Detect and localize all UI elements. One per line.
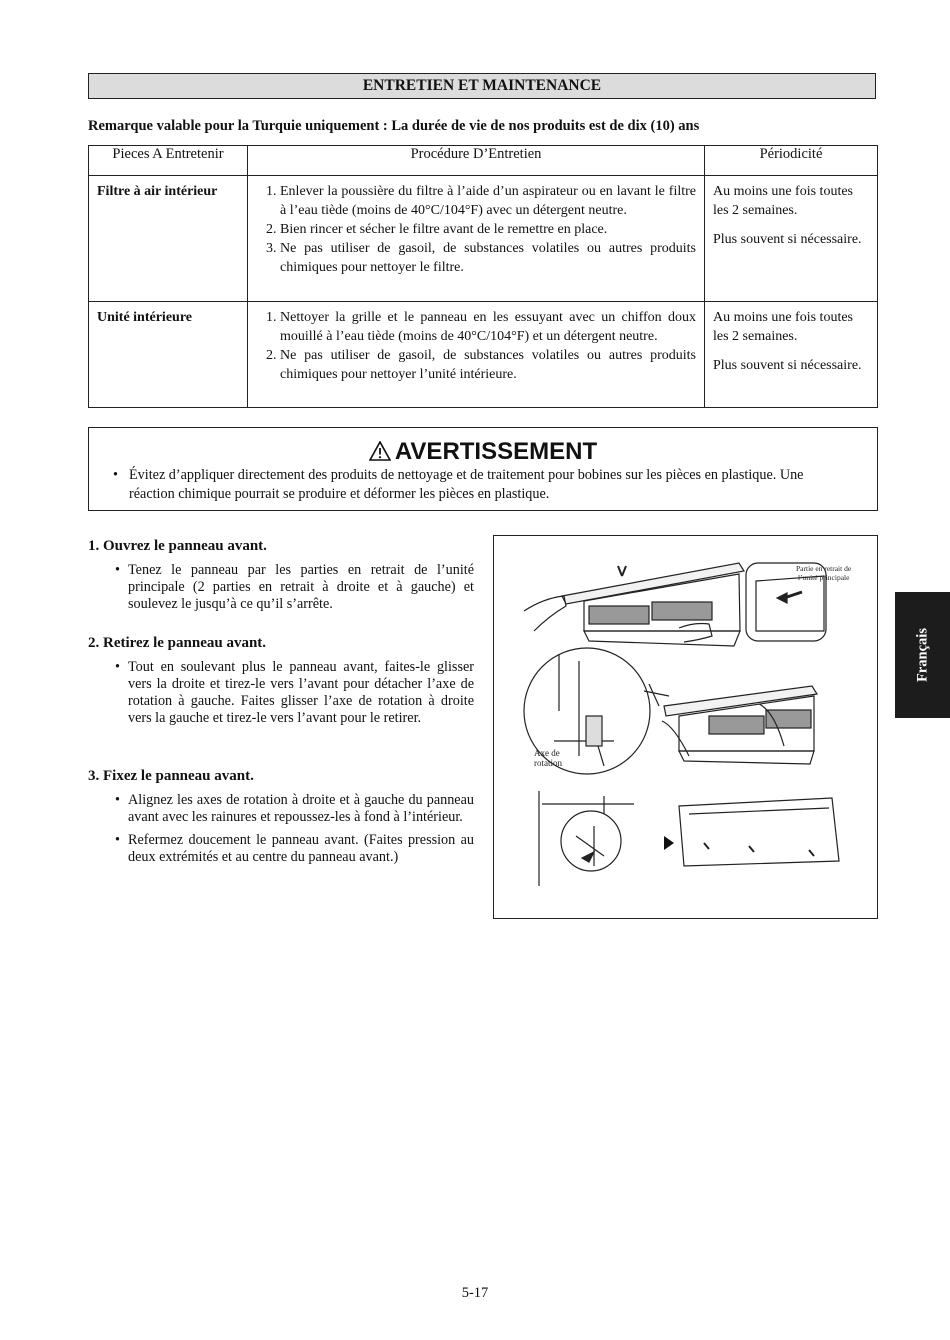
procedure-cell xyxy=(248,176,705,302)
part-cell: Filtre à air intérieur xyxy=(89,176,248,302)
step-section-attach xyxy=(88,768,474,872)
warning-text: Évitez d’appliquer directement des produits de nettoyage et de traitement pour bobines sur les pièces en plastique. Une réaction chimique pourrait se produire et déformer les pièces en plastique. xyxy=(129,467,804,502)
air-conditioner-illustration xyxy=(494,536,877,918)
label-axis-line2: rotation xyxy=(534,758,562,768)
table-row xyxy=(89,176,878,302)
warning-item xyxy=(113,466,817,504)
step-bullet: • Refermez doucement le panneau avant. (Faites pression au deux extrémités et au centre du panneau avant.) xyxy=(128,832,474,866)
table-row xyxy=(89,302,878,408)
step-heading: 2. Retirez le panneau avant. xyxy=(88,635,267,651)
step-heading: 1. Ouvrez le panneau avant. xyxy=(88,538,267,554)
period-text: Plus souvent si nécessaire. xyxy=(713,358,862,373)
step-bullet: • Tout en soulevant plus le panneau avant, faites-le glisser vers la droite et tirez-le vers l’avant pour détacher l’axe de rotation à gauche. Faites glisser l’axe de rotation à droite vers la gauche et tirez-le vers l’avant pour le retirer. xyxy=(128,659,474,727)
procedure-step: 1. Enlever la poussière du filtre à l’aide d’un aspirateur ou en lavant le filtre à l’eau tiède (moins de 40°C/104°F) avec un détergent neutre. xyxy=(280,182,696,220)
label-recess-line1: Partie en retrait de xyxy=(796,564,852,573)
panel-illustration xyxy=(493,535,878,919)
column-header-period: Périodicité xyxy=(705,146,878,176)
bullet-icon: • xyxy=(113,467,118,483)
scene-remove-panel xyxy=(524,648,817,774)
page-number: 5-17 xyxy=(461,1285,489,1301)
section-title-bar: ENTRETIEN ET MAINTENANCE xyxy=(88,73,876,99)
scene-open-panel xyxy=(524,563,826,646)
step-bullet: • Tenez le panneau par les parties en retrait de l’unité principale (2 parties en retrait à droite et à gauche) et soulevez le jusqu’à ce qu’il s’arrête. xyxy=(128,562,474,613)
period-text: Plus souvent si nécessaire. xyxy=(713,232,862,247)
step-bullet: • Alignez les axes de rotation à droite et à gauche du panneau avant avec les rainures et repoussez-les à fond à l’intérieur. xyxy=(128,792,474,826)
warning-title: AVERTISSEMENT xyxy=(394,438,598,465)
procedure-step: 2. Bien rincer et sécher le filtre avant de le remettre en place. xyxy=(280,220,696,239)
language-label: Français xyxy=(914,628,930,682)
period-cell xyxy=(705,302,878,408)
maintenance-table xyxy=(88,145,878,408)
next-step-arrow-icon xyxy=(664,836,674,850)
procedure-step: 2. Ne pas utiliser de gasoil, de substances volatiles ou autres produits chimiques pour nettoyer l’unité intérieure. xyxy=(280,346,696,384)
column-header-part: Pieces A Entretenir xyxy=(89,146,248,176)
procedure-cell xyxy=(248,302,705,408)
period-text: Au moins une fois toutes les 2 semaines. xyxy=(713,184,853,218)
step-section-open xyxy=(88,538,474,619)
column-header-procedure: Procédure D’Entretien xyxy=(248,146,705,176)
language-side-tab xyxy=(895,592,950,718)
period-text: Au moins une fois toutes les 2 semaines. xyxy=(713,310,853,344)
period-cell xyxy=(705,176,878,302)
remark-note: Remarque valable pour la Turquie uniquement : La durée de vie de nos produits est de dix (10) ans xyxy=(88,118,700,134)
warning-heading xyxy=(89,438,877,466)
label-recess-line2: l’unité principale xyxy=(798,573,850,582)
scene-attach-panel xyxy=(539,791,839,886)
warning-box xyxy=(88,427,878,511)
part-cell: Unité intérieure xyxy=(89,302,248,408)
label-axis-line1: Axe de xyxy=(534,748,560,758)
table-header-row xyxy=(89,146,878,176)
step-heading: 3. Fixez le panneau avant. xyxy=(88,768,254,784)
warning-triangle-icon xyxy=(369,441,391,461)
step-section-remove xyxy=(88,635,474,733)
procedure-step: 1. Nettoyer la grille et le panneau en les essuyant avec un chiffon doux mouillé à l’eau tiède (moins de 40°C/104°F) et un détergent neutre. xyxy=(280,308,696,346)
procedure-step: 3. Ne pas utiliser de gasoil, de substances volatiles ou autres produits chimiques pour nettoyer le filtre. xyxy=(280,239,696,277)
